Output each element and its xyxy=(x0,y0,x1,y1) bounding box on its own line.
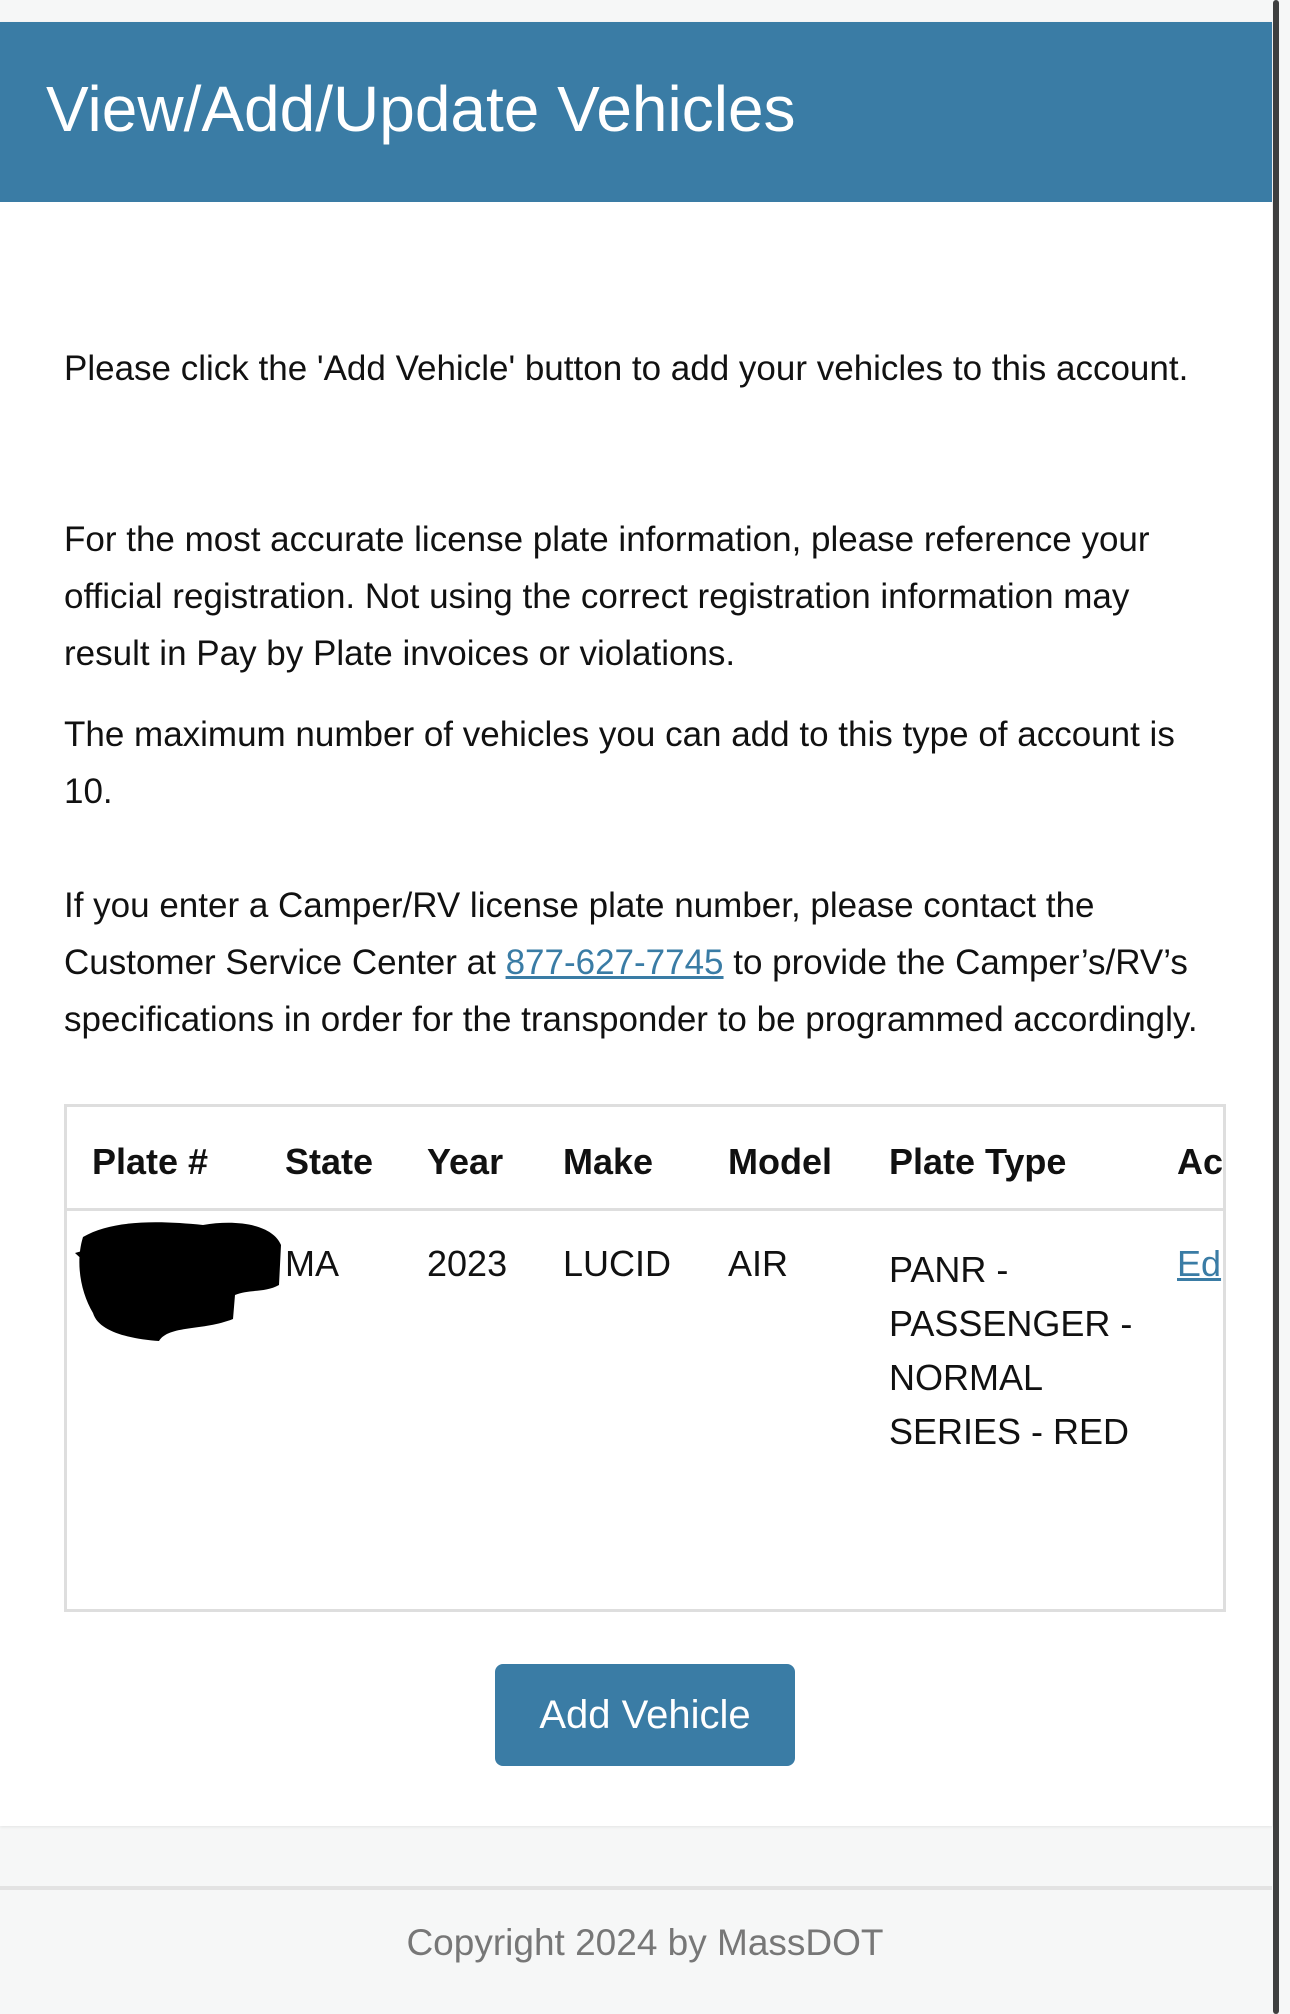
cell-state: MA xyxy=(285,1243,339,1284)
column-header-year: Year xyxy=(427,1141,504,1182)
footer-copyright: Copyright 2024 by MassDOT xyxy=(406,1922,884,1963)
cell-plate-type: PANR - PASSENGER - NORMAL SERIES - RED xyxy=(889,1249,1133,1452)
table-header-row xyxy=(67,1107,1226,1211)
column-header-state: State xyxy=(285,1141,374,1182)
page-title: View/Add/Update Vehicles xyxy=(46,73,796,145)
add-vehicle-instructions: Please click the 'Add Vehicle' button to add your vehicles to this account. xyxy=(64,349,1189,388)
column-header-actions: Ac xyxy=(1177,1141,1224,1182)
add-vehicle-button[interactable]: Add Vehicle xyxy=(495,1664,795,1766)
cell-model: AIR xyxy=(728,1243,789,1284)
page-header xyxy=(0,22,1272,202)
registration-note: For the most accurate license plate information, please reference your official registration. Not using the correct registration information may result in Pay by Plate invoices or violations. xyxy=(64,520,1150,673)
camper-rv-note-end: to provide the Camper’s/RV’s specifications in order for the transponder to be programmed accordingly. xyxy=(64,943,1198,1039)
cell-year: 2023 xyxy=(427,1243,508,1284)
max-vehicles-note: The maximum number of vehicles you can add to this type of account is 10. xyxy=(64,715,1175,811)
redacted-plate-number xyxy=(73,1215,283,1345)
customer-service-phone-link[interactable]: 877-627-7745 xyxy=(505,943,724,982)
page-scrollbar[interactable] xyxy=(1273,0,1279,2014)
vehicles-card xyxy=(0,22,1272,1826)
column-header-make: Make xyxy=(563,1141,654,1182)
column-header-plate: Plate # xyxy=(92,1141,209,1182)
cell-make: LUCID xyxy=(563,1243,672,1284)
edit-vehicle-link[interactable]: Ed xyxy=(1177,1243,1222,1284)
camper-rv-note xyxy=(64,877,1224,1048)
column-header-plate-type: Plate Type xyxy=(889,1141,1067,1182)
vehicles-table xyxy=(64,1104,1226,1612)
column-header-model: Model xyxy=(728,1141,832,1182)
footer-divider xyxy=(0,1886,1272,1890)
camper-rv-note-start: If you enter a Camper/RV license plate number, please contact the Customer Service Center at xyxy=(64,886,1095,982)
